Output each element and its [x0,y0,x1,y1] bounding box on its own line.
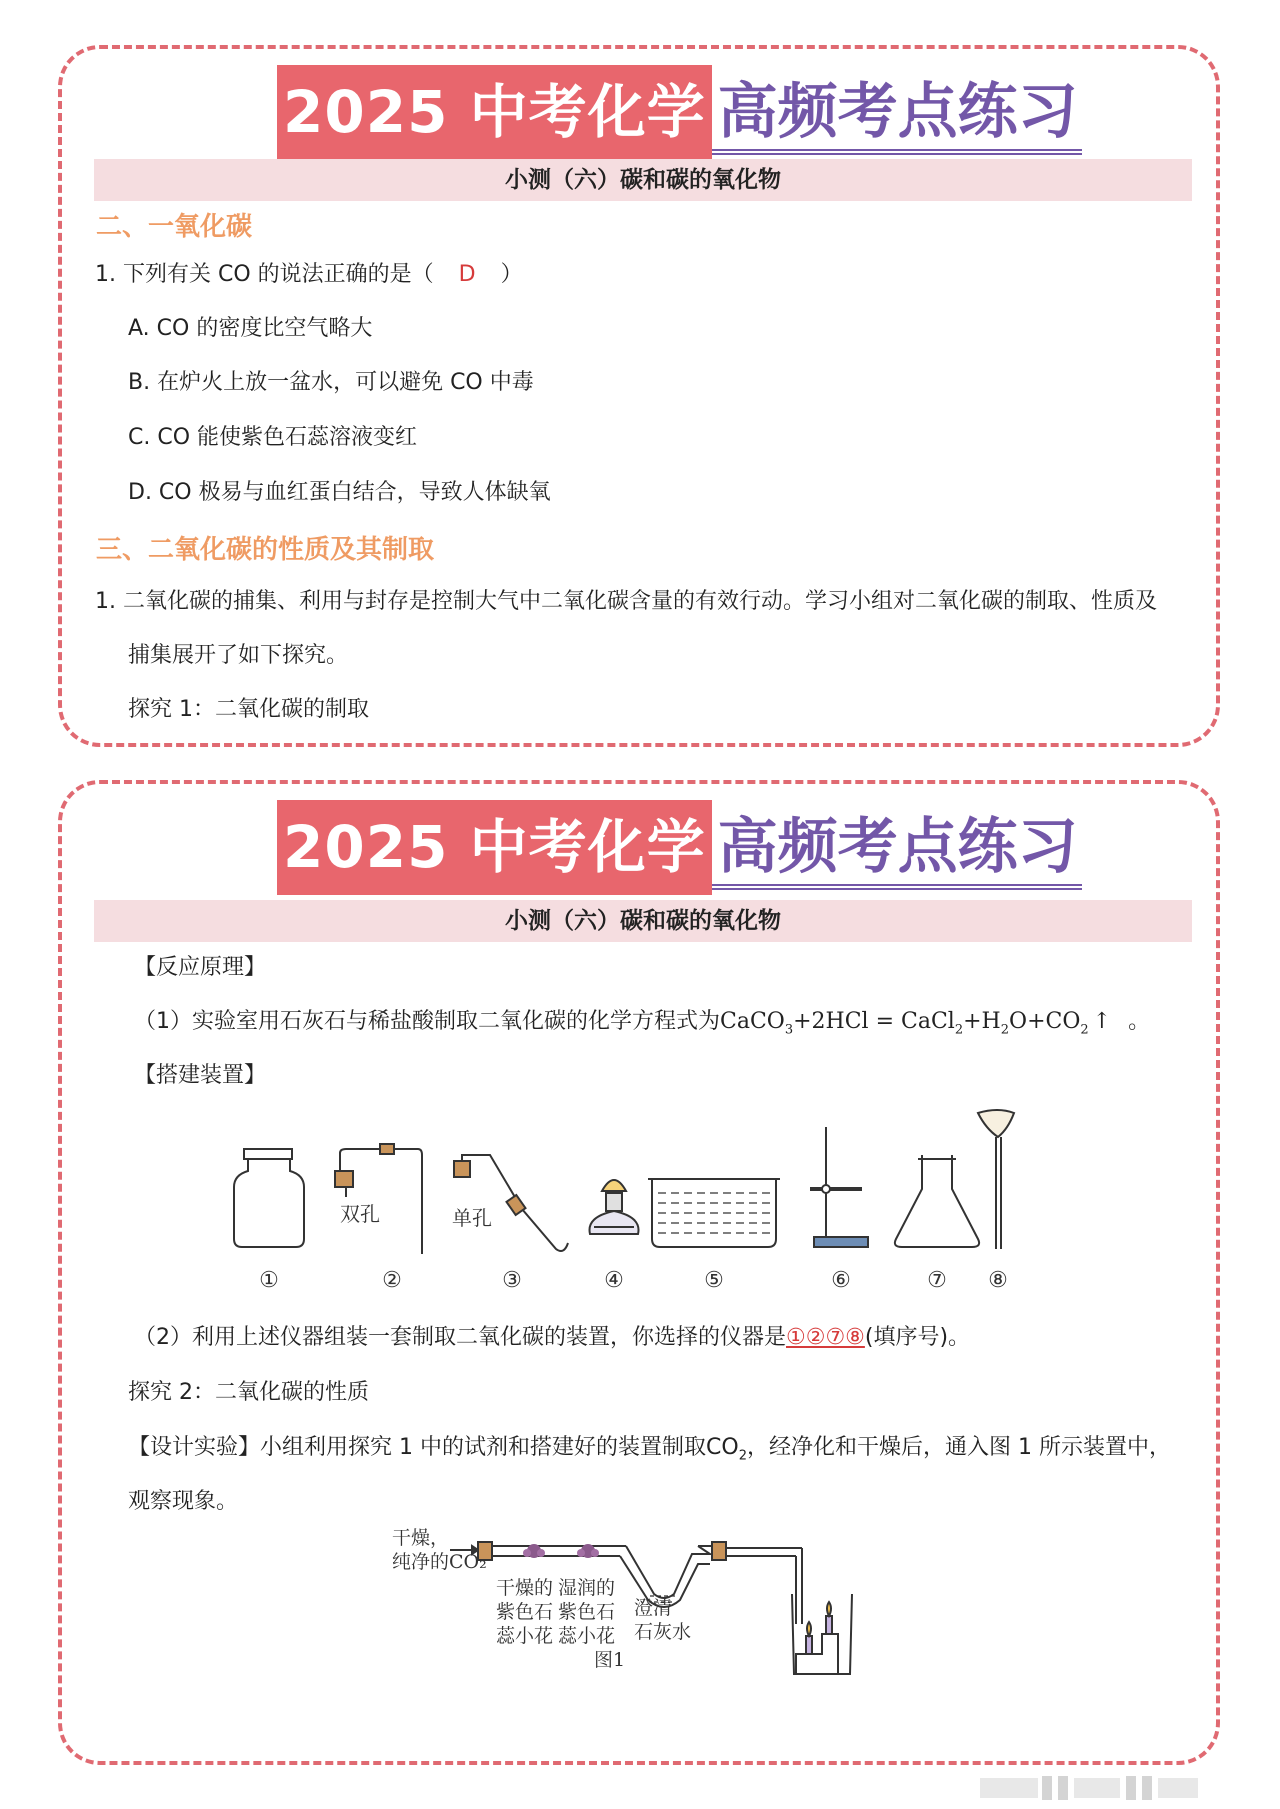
question-1-suffix: ） [500,262,523,287]
option-b: B. 在炉火上放一盆水，可以避免 CO 中毒 [128,370,534,395]
option-d: D. CO 极易与血红蛋白结合，导致人体缺氧 [128,480,551,505]
figure-1 [392,1524,912,1714]
conical-flask [895,1155,979,1247]
svg-text:蕊小花: 蕊小花 [496,1625,554,1647]
apparatus-number: ⑥ [831,1268,851,1293]
design-text-cont: 观察现象。 [128,1489,239,1514]
apparatus-illustration [222,1109,1172,1299]
wet-flower-label: 湿润的 [558,1577,616,1599]
part-1-text: （1）实验室用石灰石与稀盐酸制取二氧化碳的化学方程式为CaCO$_3$+2HCl = $CaCl_2+H_2O+CO_2$ ↑ 。 [134,1009,1151,1038]
subtitle-bar: 小测（六）碳和碳的氧化物 [94,159,1192,201]
option-a: A. CO 的密度比空气略大 [128,316,373,341]
svg-text:蕊小花: 蕊小花 [558,1625,616,1647]
apparatus-number: ② [382,1268,402,1293]
iron-stand [810,1127,868,1247]
title-left: 2025 中考化学 [277,65,712,160]
double-hole-stopper [335,1144,422,1254]
question-2-line-1: 1. 二氧化碳的捕集、利用与封存是控制大气中二氧化碳含量的有效行动。学习小组对二氧化碳的制取、性质及 [95,589,1157,614]
inlet-label-1: 干燥， [392,1527,450,1549]
single-hole-label: 单孔 [452,1206,492,1230]
apparatus-number: ① [259,1268,279,1293]
explore-2-heading: 探究 2：二氧化碳的性质 [128,1380,369,1405]
water-trough [648,1179,780,1247]
alcohol-lamp [590,1180,639,1234]
section-title-co: 二、一氧化碳 [96,212,253,242]
gas-bottle [234,1149,304,1247]
title-banner [277,800,1082,895]
question-2-line-2: 捕集展开了如下探究。 [128,643,349,668]
setup-heading: 【搭建装置】 [134,1063,267,1088]
option-c: C. CO 能使紫色石蕊溶液变红 [128,425,418,450]
apparatus-number: ④ [604,1268,624,1293]
apparatus-number: ⑦ [927,1268,947,1293]
dry-flower-label: 干燥的 [496,1577,554,1599]
title-right: 高频考点练习 [712,800,1082,890]
part-2-text: （2）利用上述仪器组装一套制取二氧化碳的装置，你选择的仪器是①②⑦⑧(填序号)。 [134,1325,971,1350]
title-banner [277,65,1082,160]
question-1-stem [95,257,523,288]
single-hole-stopper [454,1155,568,1251]
apparatus-number: ③ [502,1268,522,1293]
question-1-answer: D [458,262,476,287]
design-text: 【设计实验】小组利用探究 1 中的试剂和搭建好的装置制取$CO_2$，经净化和干燥后，通入图 1 所示装置中， [128,1435,1171,1464]
svg-text:紫色石: 紫色石 [558,1601,616,1623]
principle-heading: 【反应原理】 [134,955,267,980]
svg-text:紫色石: 紫色石 [496,1601,554,1623]
inlet-label-2: 纯净的CO₂ [392,1551,487,1573]
title-right: 高频考点练习 [712,65,1082,155]
explore-1-heading: 探究 1：二氧化碳的制取 [128,697,369,722]
figure-caption: 图1 [594,1649,626,1671]
watermark-graphic [980,1774,1260,1802]
long-neck-funnel [978,1110,1014,1249]
section-title-co2: 三、二氧化碳的性质及其制取 [96,535,435,565]
limewater-label: 澄清 [634,1597,673,1619]
part-2-answer: ①②⑦⑧ [786,1325,865,1350]
apparatus-number: ⑤ [704,1268,724,1293]
worksheet-card-1 [58,45,1220,747]
apparatus-number: ⑧ [988,1268,1008,1293]
question-1-prefix: 1. 下列有关 CO 的说法正确的是（ [95,262,434,287]
title-left: 2025 中考化学 [277,800,712,895]
worksheet-card-2 [58,780,1220,1765]
subtitle-bar: 小测（六）碳和碳的氧化物 [94,900,1192,942]
chemical-equation: CaCO$_3$+2HCl = $CaCl_2+H_2O+CO_2$ ↑ [720,1009,1112,1038]
svg-text:石灰水: 石灰水 [634,1621,692,1643]
part-1-prefix: （1）实验室用石灰石与稀盐酸制取二氧化碳的化学方程式为 [134,1009,720,1034]
double-hole-label: 双孔 [340,1202,380,1226]
